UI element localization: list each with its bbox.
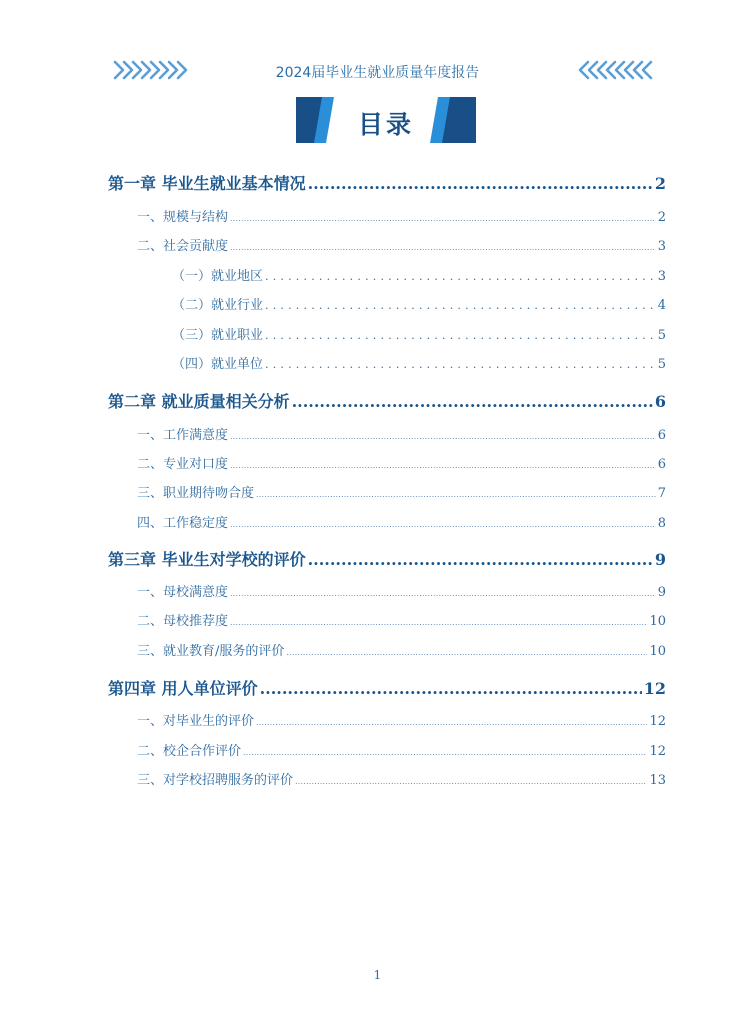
toc-entry-section[interactable]	[137, 512, 666, 531]
header-title: 2024届毕业生就业质量年度报告	[275, 65, 480, 81]
toc-entry-page: 8	[657, 516, 666, 531]
page-header	[0, 52, 755, 88]
toc-entry-page: 10	[649, 644, 666, 659]
toc-entry-label: 第四章 用人单位评价	[108, 679, 258, 698]
toc-entry-section[interactable]	[137, 482, 666, 501]
toc-entry-page: 6	[657, 428, 666, 443]
toc-entry-page: 6	[657, 457, 666, 472]
toc-entry-section[interactable]	[137, 581, 666, 600]
toc-entry-page: 12	[643, 679, 666, 698]
dot-leader	[256, 714, 647, 729]
dot-leader	[243, 744, 647, 759]
toc-entry-page: 5	[657, 328, 666, 343]
toc-entry-section[interactable]	[137, 424, 666, 443]
toc-entry-page: 12	[649, 714, 666, 729]
dot-leader	[265, 357, 656, 372]
toc-entry-label: （三）就业职业	[172, 328, 264, 343]
toc-entry-page: 3	[657, 269, 666, 284]
dot-leader	[265, 328, 656, 343]
toc-entry-label: 第一章 毕业生就业基本情况	[108, 174, 306, 193]
toc-entry-section[interactable]	[137, 640, 666, 659]
toc-entry-section[interactable]	[137, 710, 666, 729]
toc-entry-label: （二）就业行业	[172, 298, 264, 313]
dot-leader	[265, 269, 656, 284]
toc-entry-section[interactable]	[137, 769, 666, 788]
toc-entry-label: 三、就业教育/服务的评价	[137, 644, 285, 659]
toc-entry-subsection[interactable]	[172, 294, 666, 313]
toc-entry-chapter[interactable]	[108, 171, 666, 194]
toc-title-banner	[296, 97, 476, 143]
toc-entry-label: 二、专业对口度	[137, 457, 229, 472]
toc-entry-chapter[interactable]	[108, 547, 666, 570]
toc-entry-label: 二、校企合作评价	[137, 744, 242, 759]
toc-entry-page: 9	[654, 550, 666, 569]
dot-leader	[308, 174, 653, 193]
toc-entry-label: 三、对学校招聘服务的评价	[137, 773, 294, 788]
toc-entry-label: 一、对毕业生的评价	[137, 714, 255, 729]
dot-leader	[230, 239, 656, 254]
toc-entry-subsection[interactable]	[172, 265, 666, 284]
dot-leader	[292, 392, 653, 411]
toc-entry-label: 一、母校满意度	[137, 585, 229, 600]
dot-leader	[286, 644, 647, 659]
toc-entry-label: 第二章 就业质量相关分析	[108, 392, 290, 411]
toc-entry-page: 2	[654, 174, 666, 193]
toc-entry-page: 5	[657, 357, 666, 372]
toc-entry-chapter[interactable]	[108, 676, 666, 699]
toc-entry-page: 7	[657, 486, 666, 501]
toc-entry-label: 一、工作满意度	[137, 428, 229, 443]
toc-entry-page: 6	[654, 392, 666, 411]
toc-entry-section[interactable]	[137, 235, 666, 254]
toc-entry-label: 二、社会贡献度	[137, 239, 229, 254]
dot-leader	[295, 773, 647, 788]
toc-entry-label: 四、工作稳定度	[137, 516, 229, 531]
toc-entry-label: 第三章 毕业生对学校的评价	[108, 550, 306, 569]
dot-leader	[230, 614, 647, 629]
toc-entry-section[interactable]	[137, 206, 666, 225]
toc-entry-page: 12	[649, 744, 666, 759]
toc-entry-section[interactable]	[137, 453, 666, 472]
toc-entry-label: 一、规模与结构	[137, 210, 229, 225]
dot-leader	[230, 585, 656, 600]
toc-entry-page: 3	[657, 239, 666, 254]
toc-entry-page: 4	[657, 298, 666, 313]
dot-leader	[265, 298, 656, 313]
dot-leader	[260, 679, 642, 698]
toc-entry-section[interactable]	[137, 610, 666, 629]
toc-entry-page: 10	[649, 614, 666, 629]
chevron-left-decoration-icon	[577, 59, 657, 81]
dot-leader	[230, 516, 656, 531]
toc-entry-chapter[interactable]	[108, 389, 666, 412]
dot-leader	[308, 550, 653, 569]
toc-entry-subsection[interactable]	[172, 324, 666, 343]
dot-leader	[230, 210, 656, 225]
toc-title: 目录	[357, 110, 414, 139]
dot-leader	[256, 486, 656, 501]
toc-entry-label: （四）就业单位	[172, 357, 264, 372]
toc-entry-subsection[interactable]	[172, 353, 666, 372]
dot-leader	[230, 457, 656, 472]
toc-entry-page: 13	[649, 773, 666, 788]
toc-entry-label: （一）就业地区	[172, 269, 264, 284]
toc-entry-label: 二、母校推荐度	[137, 614, 229, 629]
toc-entry-label: 三、职业期待吻合度	[137, 486, 255, 501]
dot-leader	[230, 428, 656, 443]
toc-entry-page: 2	[657, 210, 666, 225]
toc-entry-section[interactable]	[137, 740, 666, 759]
toc-entry-page: 9	[657, 585, 666, 600]
page-number: 1	[373, 968, 382, 982]
